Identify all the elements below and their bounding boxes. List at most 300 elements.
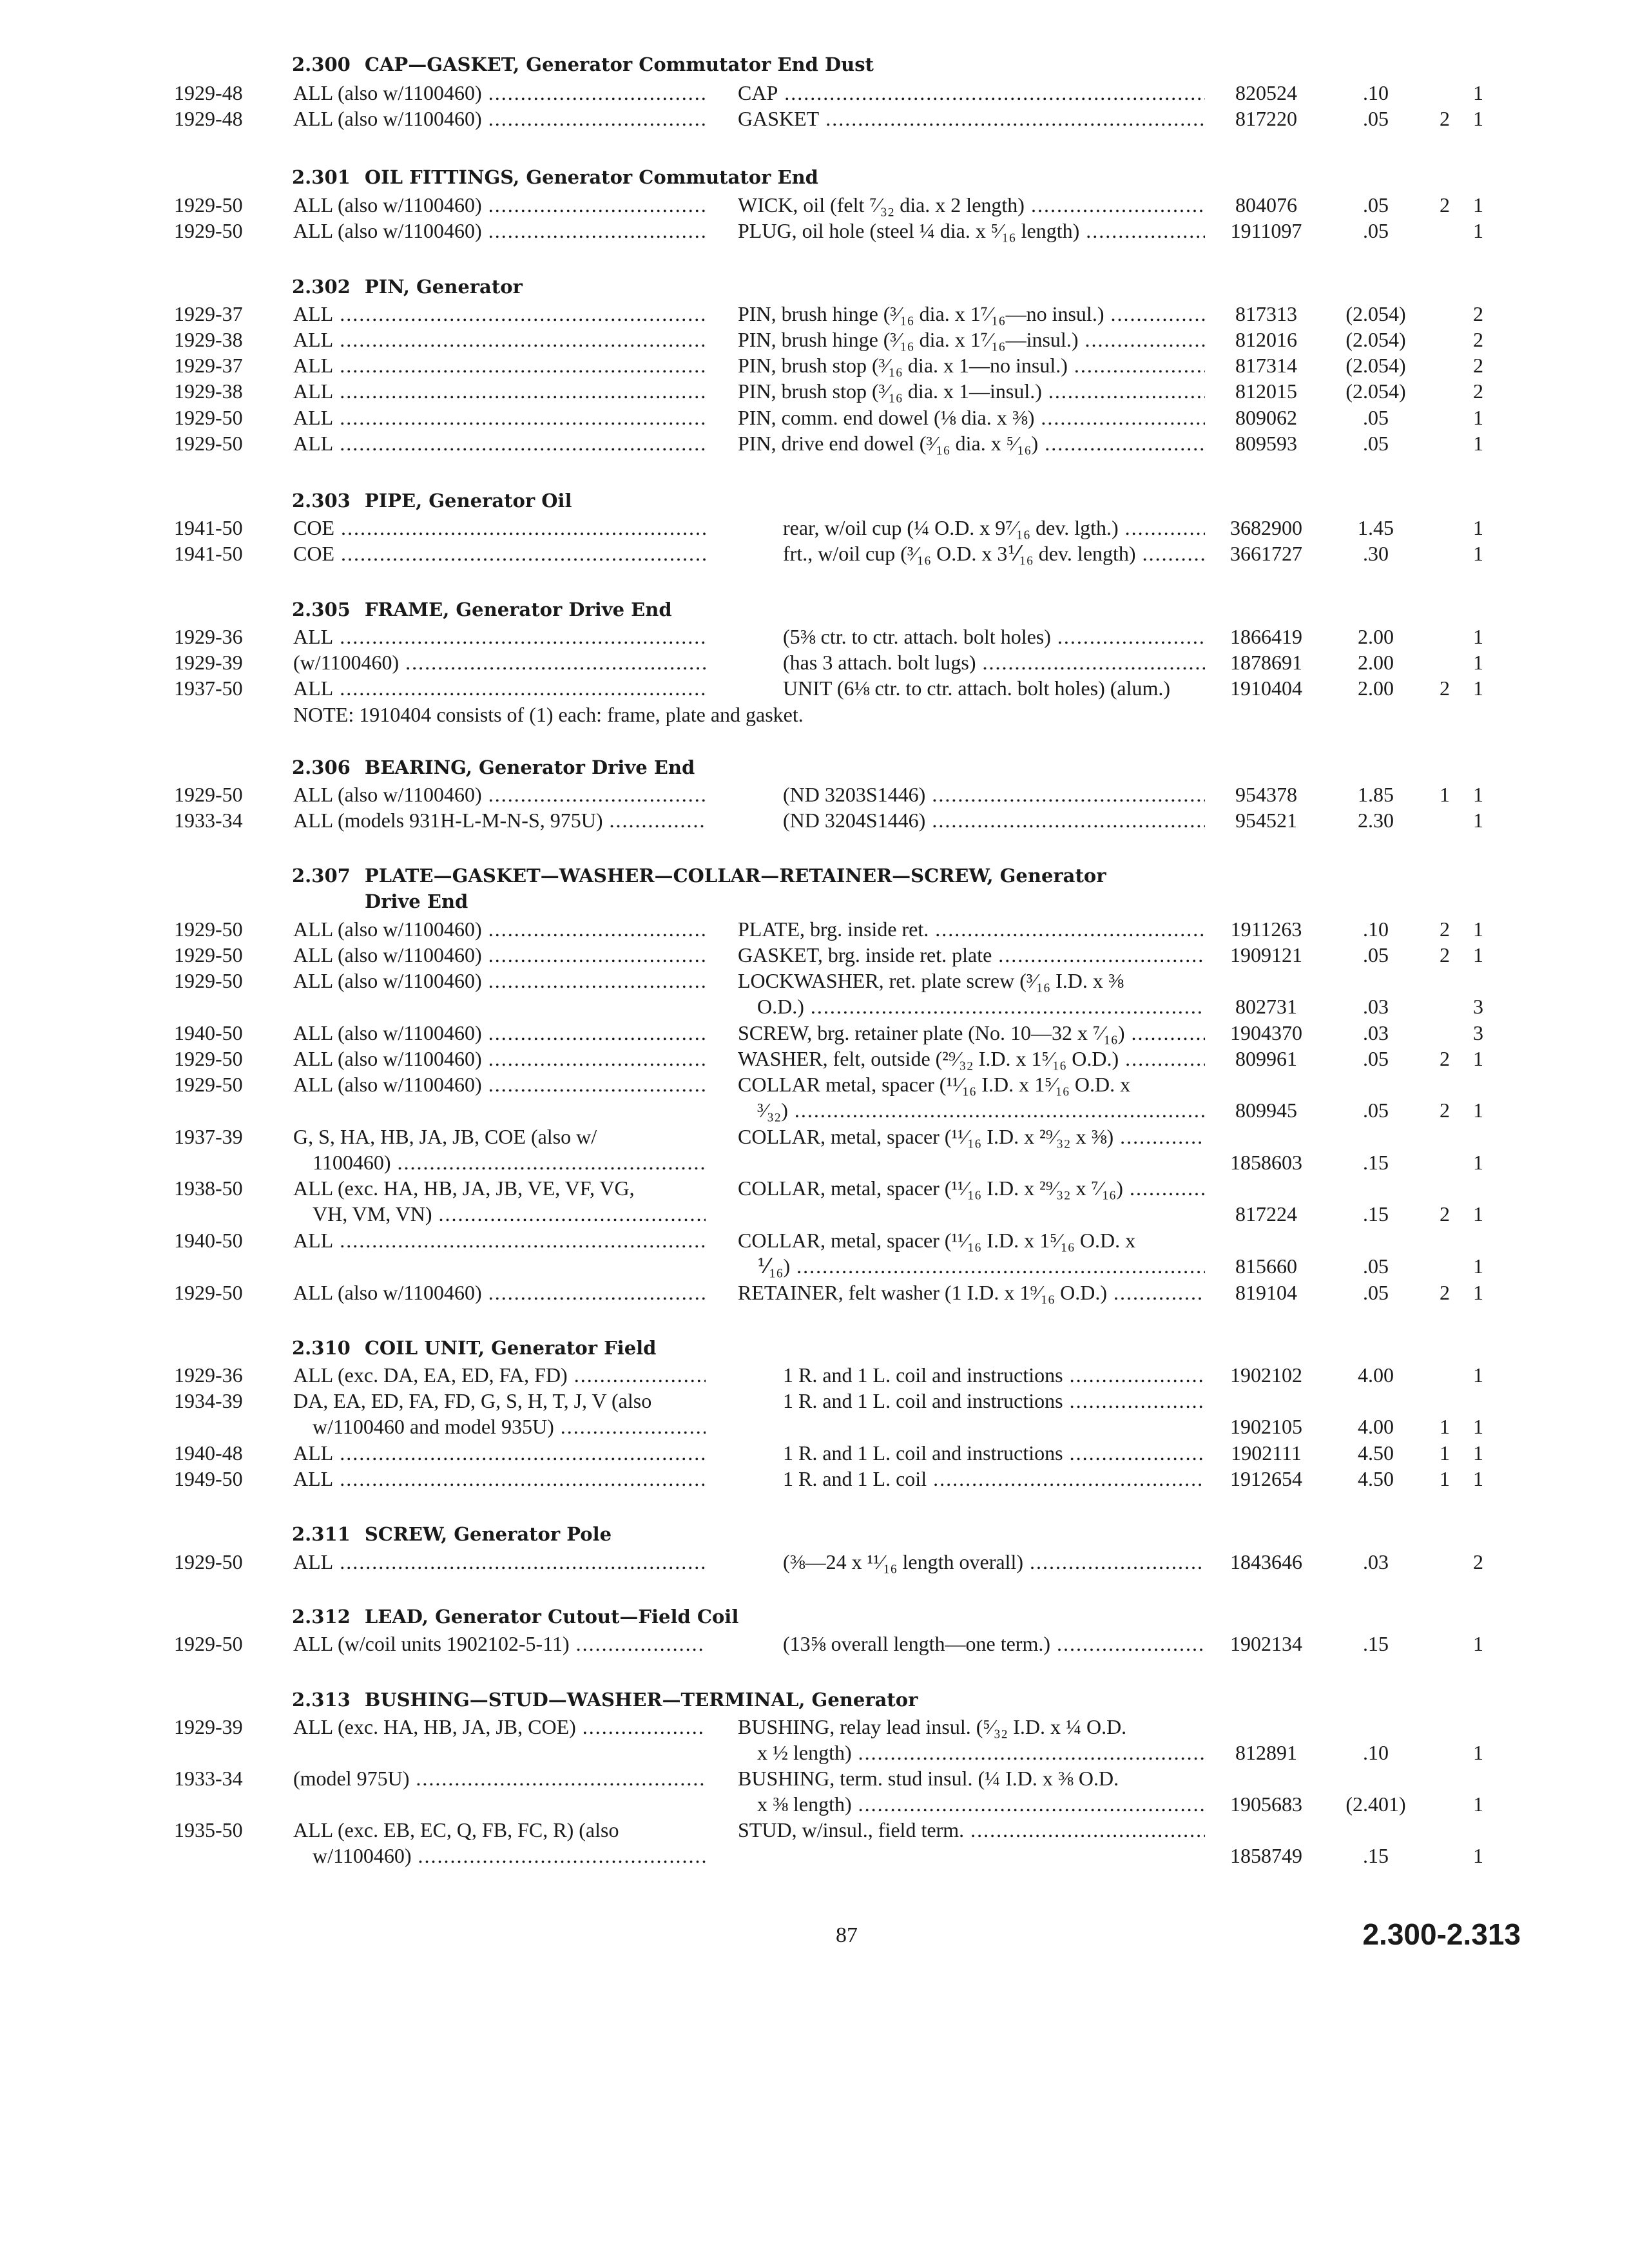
model-text: ALL (also w/1100460) ..... bbox=[293, 783, 706, 806]
price-cell: .03 bbox=[1363, 995, 1389, 1018]
model-cell bbox=[293, 1388, 706, 1439]
description-text: (ND 3203S1446) ..... bbox=[783, 783, 1205, 806]
description-text: GASKET, brg. inside ret. plate ..... bbox=[738, 943, 1205, 966]
quantity-a-cell: 2 bbox=[1440, 1202, 1450, 1225]
section-note: NOTE: 1910404 consists of (1) each: frame, plate and gasket. bbox=[293, 703, 804, 726]
price-cell: 2.00 bbox=[1358, 651, 1394, 674]
quantity-a-cell: 1 bbox=[1440, 1441, 1450, 1465]
years-cell: 1940-48 bbox=[174, 1441, 243, 1465]
model-cell bbox=[293, 1631, 706, 1657]
section-title: SCREW, Generator Pole bbox=[364, 1523, 612, 1545]
model-text-line2 bbox=[293, 1149, 706, 1175]
model-cell bbox=[293, 1466, 706, 1492]
part-number-cell: 820524 bbox=[1235, 81, 1297, 104]
part-number-cell: 1878691 bbox=[1230, 651, 1302, 674]
model-cell bbox=[293, 1280, 706, 1305]
price-cell: .05 bbox=[1363, 107, 1389, 130]
years-cell: 1937-39 bbox=[174, 1125, 243, 1148]
description-cell bbox=[738, 1714, 1205, 1765]
part-number-cell: 809945 bbox=[1235, 1099, 1297, 1122]
table-row bbox=[0, 218, 1629, 244]
description-text: STUD, w/insul., field term. ..... bbox=[738, 1818, 1205, 1841]
description-cell bbox=[738, 1046, 1205, 1072]
years-cell: 1929-50 bbox=[174, 193, 243, 216]
description-cell bbox=[738, 405, 1205, 430]
years-cell: 1929-38 bbox=[174, 328, 243, 351]
years-cell: 1940-50 bbox=[174, 1229, 243, 1252]
model-text: ALL (also w/1100460) ..... bbox=[293, 107, 706, 130]
description-text: PIN, brush stop (³⁄₁₆ dia. x 1—no insul.) ..... bbox=[738, 354, 1205, 377]
section-heading bbox=[292, 52, 1297, 77]
price-cell: (2.401) bbox=[1345, 1792, 1406, 1816]
description-line2 bbox=[738, 1253, 1205, 1279]
table-row bbox=[0, 1817, 1629, 1869]
model-text: ALL ..... bbox=[293, 380, 706, 403]
section-number: 2.302 bbox=[292, 276, 351, 298]
model-cell bbox=[293, 1549, 706, 1575]
years-cell: 1929-50 bbox=[174, 943, 243, 966]
section-title: PIN, Generator bbox=[364, 276, 523, 298]
part-number-cell: 1902105 bbox=[1230, 1415, 1302, 1438]
description-cell bbox=[738, 378, 1205, 404]
years-cell: 1929-50 bbox=[174, 1550, 243, 1573]
price-cell: .05 bbox=[1363, 406, 1389, 429]
quantity-a-cell: 2 bbox=[1440, 677, 1450, 700]
description-cell bbox=[738, 1124, 1205, 1149]
description-text: BUSHING, term. stud insul. (¼ I.D. x ⅜ O.D. bbox=[738, 1767, 1119, 1790]
description-cell bbox=[783, 807, 1205, 833]
description-text: (has 3 attach. bolt lugs) ..... bbox=[783, 651, 1205, 674]
model-text: (w/1100460) ..... bbox=[293, 651, 706, 674]
price-cell: 4.00 bbox=[1358, 1415, 1394, 1438]
table-row bbox=[0, 80, 1629, 106]
price-cell: .05 bbox=[1363, 1254, 1389, 1278]
quantity-b-cell: 1 bbox=[1473, 1281, 1483, 1304]
model-cell bbox=[293, 1817, 706, 1869]
table-row bbox=[0, 541, 1629, 566]
model-cell bbox=[293, 916, 706, 942]
part-number-cell: 809062 bbox=[1235, 406, 1297, 429]
table-row bbox=[0, 1549, 1629, 1575]
price-cell: 4.00 bbox=[1358, 1363, 1394, 1387]
price-cell: .03 bbox=[1363, 1021, 1389, 1044]
quantity-a-cell: 1 bbox=[1440, 1467, 1450, 1490]
model-text: COE ..... bbox=[293, 542, 706, 565]
model-cell bbox=[293, 1714, 706, 1740]
years-cell: 1929-36 bbox=[174, 1363, 243, 1387]
table-row bbox=[0, 378, 1629, 404]
description-cell bbox=[783, 1631, 1205, 1657]
model-text-continued: 1100460) ..... bbox=[313, 1151, 706, 1174]
model-text: ALL (also w/1100460) ..... bbox=[293, 81, 706, 104]
quantity-b-cell: 1 bbox=[1473, 516, 1483, 539]
description-cell bbox=[738, 968, 1205, 1019]
quantity-b-cell: 1 bbox=[1473, 1441, 1483, 1465]
model-text: ALL (also w/1100460) ..... bbox=[293, 1021, 706, 1044]
years-cell: 1941-50 bbox=[174, 542, 243, 565]
years-cell: 1929-50 bbox=[174, 1281, 243, 1304]
model-cell bbox=[293, 968, 706, 994]
description-text: frt., w/oil cup (³⁄₁₆ O.D. x 3⅟₁₆ dev. length) ..... bbox=[783, 542, 1205, 565]
section-title: BUSHING—STUD—WASHER—TERMINAL, Generator bbox=[364, 1689, 918, 1711]
part-number-cell: 809961 bbox=[1235, 1047, 1297, 1070]
description-text: WICK, oil (felt ⁷⁄₃₂ dia. x 2 length) ..... bbox=[738, 193, 1205, 216]
section-heading bbox=[292, 1521, 1297, 1547]
price-cell: .05 bbox=[1363, 193, 1389, 216]
price-cell: .05 bbox=[1363, 432, 1389, 455]
quantity-b-cell: 1 bbox=[1473, 1792, 1483, 1816]
description-text: PLUG, oil hole (steel ¼ dia. x ⁵⁄₁₆ length) ..... bbox=[738, 219, 1205, 242]
part-number-cell: 1858603 bbox=[1230, 1151, 1302, 1174]
price-cell: (2.054) bbox=[1345, 354, 1406, 377]
description-text: (ND 3204S1446) ..... bbox=[783, 809, 1205, 832]
description-text: PIN, drive end dowel (³⁄₁₆ dia. x ⁵⁄₁₆) ..... bbox=[738, 432, 1205, 455]
section-heading bbox=[292, 1604, 1297, 1629]
description-text: PIN, brush hinge (³⁄₁₆ dia. x 1⁷⁄₁₆—insul.) ..... bbox=[738, 328, 1205, 351]
years-cell: 1929-39 bbox=[174, 1715, 243, 1738]
description-cell bbox=[783, 1362, 1205, 1388]
years-cell: 1929-50 bbox=[174, 432, 243, 455]
years-cell: 1937-50 bbox=[174, 677, 243, 700]
section-heading bbox=[292, 1335, 1297, 1361]
part-number-cell: 1902134 bbox=[1230, 1632, 1302, 1655]
table-row bbox=[0, 968, 1629, 1019]
page-number: 87 bbox=[836, 1923, 858, 1947]
quantity-b-cell: 1 bbox=[1473, 432, 1483, 455]
price-cell: .10 bbox=[1363, 1741, 1389, 1764]
years-cell: 1929-38 bbox=[174, 380, 243, 403]
description-cell bbox=[738, 1020, 1205, 1046]
price-cell: 4.50 bbox=[1358, 1441, 1394, 1465]
part-number-cell: 812016 bbox=[1235, 328, 1297, 351]
years-cell: 1929-37 bbox=[174, 302, 243, 325]
description-text: LOCKWASHER, ret. plate screw (³⁄₁₆ I.D. x ⅜ bbox=[738, 969, 1124, 992]
section-heading bbox=[292, 274, 1297, 300]
description-text: WASHER, felt, outside (²⁹⁄₃₂ I.D. x 1⁵⁄₁₆ O.D.) ..... bbox=[738, 1047, 1205, 1070]
part-number-cell: 1910404 bbox=[1230, 677, 1302, 700]
table-row bbox=[0, 1388, 1629, 1439]
quantity-b-cell: 1 bbox=[1473, 809, 1483, 832]
quantity-a-cell: 2 bbox=[1440, 1099, 1450, 1122]
section-number: 2.305 bbox=[292, 599, 351, 620]
description-text: rear, w/oil cup (¼ O.D. x 9⁷⁄₁₆ dev. lgth.) ..... bbox=[783, 516, 1205, 539]
section-number: 2.311 bbox=[292, 1523, 351, 1545]
part-number-cell: 1904370 bbox=[1230, 1021, 1302, 1044]
description-text: COLLAR metal, spacer (¹¹⁄₁₆ I.D. x 1⁵⁄₁₆ O.D. x bbox=[738, 1073, 1131, 1096]
part-number-cell: 809593 bbox=[1235, 432, 1297, 455]
quantity-b-cell: 2 bbox=[1473, 328, 1483, 351]
quantity-a-cell: 2 bbox=[1440, 1047, 1450, 1070]
description-cell bbox=[738, 1280, 1205, 1305]
quantity-b-cell: 2 bbox=[1473, 380, 1483, 403]
model-text: ALL ..... bbox=[293, 302, 706, 325]
model-text-line2 bbox=[293, 1843, 706, 1869]
table-row bbox=[0, 352, 1629, 378]
years-cell: 1929-50 bbox=[174, 783, 243, 806]
model-text: ALL ..... bbox=[293, 328, 706, 351]
description-cell bbox=[738, 352, 1205, 378]
quantity-b-cell: 1 bbox=[1473, 81, 1483, 104]
part-number-cell: 817224 bbox=[1235, 1202, 1297, 1225]
years-cell: 1929-50 bbox=[174, 1632, 243, 1655]
page-section-range: 2.300-2.313 bbox=[1362, 1917, 1521, 1951]
table-row bbox=[0, 1227, 1629, 1279]
price-cell: .10 bbox=[1363, 81, 1389, 104]
model-text: ALL ..... bbox=[293, 1550, 706, 1573]
description-text-continued: x ⅜ length) ..... bbox=[757, 1792, 1205, 1816]
model-cell bbox=[293, 1440, 706, 1466]
description-cell bbox=[783, 1549, 1205, 1575]
description-cell bbox=[738, 916, 1205, 942]
part-number-cell: 1905683 bbox=[1230, 1792, 1302, 1816]
quantity-b-cell: 1 bbox=[1473, 1632, 1483, 1655]
section-number: 2.310 bbox=[292, 1337, 351, 1359]
description-cell bbox=[738, 1072, 1205, 1123]
model-cell bbox=[293, 327, 706, 352]
quantity-b-cell: 1 bbox=[1473, 193, 1483, 216]
description-text: (⅜—24 x ¹¹⁄₁₆ length overall) ..... bbox=[783, 1550, 1205, 1573]
years-cell: 1929-37 bbox=[174, 354, 243, 377]
table-row bbox=[0, 430, 1629, 456]
years-cell: 1929-48 bbox=[174, 81, 243, 104]
table-row bbox=[0, 1714, 1629, 1765]
part-number-cell: 817314 bbox=[1235, 354, 1297, 377]
section-number: 2.306 bbox=[292, 756, 351, 778]
model-cell bbox=[293, 1046, 706, 1072]
model-text: ALL ..... bbox=[293, 625, 706, 648]
quantity-a-cell: 1 bbox=[1440, 1415, 1450, 1438]
quantity-b-cell: 1 bbox=[1473, 783, 1483, 806]
description-line2 bbox=[738, 1791, 1205, 1817]
part-number-cell: 954378 bbox=[1235, 783, 1297, 806]
quantity-a-cell: 2 bbox=[1440, 918, 1450, 941]
section-heading bbox=[292, 488, 1297, 514]
description-text: UNIT (6⅛ ctr. to ctr. attach. bolt holes) (alum.) bbox=[783, 677, 1171, 700]
description-text: 1 R. and 1 L. coil ..... bbox=[783, 1467, 1205, 1490]
description-cell bbox=[783, 649, 1205, 675]
price-cell: .03 bbox=[1363, 1550, 1389, 1573]
description-cell bbox=[783, 782, 1205, 807]
description-line2 bbox=[738, 994, 1205, 1019]
quantity-b-cell: 1 bbox=[1473, 219, 1483, 242]
years-cell: 1929-36 bbox=[174, 625, 243, 648]
quantity-b-cell: 1 bbox=[1473, 943, 1483, 966]
model-text-continued: VH, VM, VN) ..... bbox=[313, 1202, 706, 1225]
quantity-b-cell: 1 bbox=[1473, 107, 1483, 130]
description-cell bbox=[783, 1466, 1205, 1492]
model-cell bbox=[293, 301, 706, 327]
description-text: GASKET ..... bbox=[738, 107, 1205, 130]
model-text: G, S, HA, HB, JA, JB, COE (also w/ bbox=[293, 1125, 597, 1148]
price-cell: .05 bbox=[1363, 1099, 1389, 1122]
part-number-cell: 3661727 bbox=[1230, 542, 1302, 565]
section-number: 2.301 bbox=[292, 166, 351, 188]
model-cell bbox=[293, 1072, 706, 1097]
model-text: ALL (w/coil units 1902102-5-11) ..... bbox=[293, 1632, 706, 1655]
description-text: COLLAR, metal, spacer (¹¹⁄₁₆ I.D. x 1⁵⁄₁₆ O.D. x bbox=[738, 1229, 1136, 1252]
quantity-a-cell: 2 bbox=[1440, 107, 1450, 130]
price-cell: (2.054) bbox=[1345, 302, 1406, 325]
model-text: COE ..... bbox=[293, 516, 706, 539]
model-text: ALL ..... bbox=[293, 1467, 706, 1490]
description-text-continued: ³⁄₃₂) ..... bbox=[757, 1099, 1205, 1122]
years-cell: 1934-39 bbox=[174, 1389, 243, 1412]
quantity-b-cell: 2 bbox=[1473, 354, 1483, 377]
years-cell: 1929-50 bbox=[174, 1073, 243, 1096]
model-text: ALL ..... bbox=[293, 406, 706, 429]
model-text: ALL ..... bbox=[293, 432, 706, 455]
section-title: COIL UNIT, Generator Field bbox=[364, 1337, 657, 1359]
quantity-a-cell: 2 bbox=[1440, 1281, 1450, 1304]
table-row bbox=[0, 1046, 1629, 1072]
model-text: ALL (models 931H-L-M-N-S, 975U) ..... bbox=[293, 809, 706, 832]
part-number-cell: 819104 bbox=[1235, 1281, 1297, 1304]
years-cell: 1940-50 bbox=[174, 1021, 243, 1044]
model-cell bbox=[293, 1175, 706, 1227]
model-text: ALL (exc. DA, EA, ED, FA, FD) ..... bbox=[293, 1363, 706, 1387]
quantity-b-cell: 1 bbox=[1473, 677, 1483, 700]
part-number-cell: 817313 bbox=[1235, 302, 1297, 325]
section-heading bbox=[292, 863, 1297, 914]
description-text-continued: O.D.) ..... bbox=[757, 995, 1205, 1018]
model-text: ALL (also w/1100460) ..... bbox=[293, 943, 706, 966]
quantity-b-cell: 1 bbox=[1473, 1254, 1483, 1278]
description-text: RETAINER, felt washer (1 I.D. x 1⁹⁄₁₆ O.D.) ..... bbox=[738, 1281, 1205, 1304]
quantity-b-cell: 1 bbox=[1473, 918, 1483, 941]
price-cell: 1.45 bbox=[1358, 516, 1394, 539]
description-text: COLLAR, metal, spacer (¹¹⁄₁₆ I.D. x ²⁹⁄₃₂ x ⅜) ..... bbox=[738, 1125, 1205, 1148]
description-cell bbox=[738, 942, 1205, 968]
model-text: ALL (also w/1100460) ..... bbox=[293, 918, 706, 941]
model-text: ALL ..... bbox=[293, 1441, 706, 1465]
quantity-a-cell: 1 bbox=[1440, 783, 1450, 806]
model-text: ALL (also w/1100460) ..... bbox=[293, 1073, 706, 1096]
model-text-line2 bbox=[293, 1414, 706, 1439]
model-cell bbox=[293, 1362, 706, 1388]
description-text: 1 R. and 1 L. coil and instructions ..... bbox=[783, 1441, 1205, 1465]
price-cell: .10 bbox=[1363, 918, 1389, 941]
price-cell: .15 bbox=[1363, 1632, 1389, 1655]
description-text-continued: x ½ length) ..... bbox=[757, 1741, 1205, 1764]
section-title: LEAD, Generator Cutout—Field Coil bbox=[364, 1606, 739, 1628]
description-cell bbox=[783, 675, 1205, 701]
quantity-b-cell: 1 bbox=[1473, 1151, 1483, 1174]
model-cell bbox=[293, 378, 706, 404]
model-text: ALL ..... bbox=[293, 1229, 706, 1252]
quantity-b-cell: 1 bbox=[1473, 1202, 1483, 1225]
description-cell bbox=[783, 515, 1205, 541]
price-cell: 2.00 bbox=[1358, 625, 1394, 648]
model-text: ALL ..... bbox=[293, 677, 706, 700]
years-cell: 1933-34 bbox=[174, 809, 243, 832]
table-row bbox=[0, 106, 1629, 131]
part-number-cell: 804076 bbox=[1235, 193, 1297, 216]
description-line2 bbox=[738, 1097, 1205, 1123]
model-cell bbox=[293, 218, 706, 244]
description-text: PIN, brush hinge (³⁄₁₆ dia. x 1⁷⁄₁₆—no insul.) ..... bbox=[738, 302, 1205, 325]
model-cell bbox=[293, 807, 706, 833]
description-cell bbox=[783, 624, 1205, 649]
description-text: PIN, comm. end dowel (⅛ dia. x ⅜) ..... bbox=[738, 406, 1205, 429]
section-heading bbox=[292, 164, 1297, 190]
description-text: COLLAR, metal, spacer (¹¹⁄₁₆ I.D. x ²⁹⁄₃₂ x ⁷⁄₁₆) ..... bbox=[738, 1177, 1205, 1200]
model-cell bbox=[293, 649, 706, 675]
price-cell: (2.054) bbox=[1345, 328, 1406, 351]
quantity-b-cell: 1 bbox=[1473, 1363, 1483, 1387]
part-number-cell: 1909121 bbox=[1230, 943, 1302, 966]
years-cell: 1933-34 bbox=[174, 1767, 243, 1790]
description-cell bbox=[738, 1817, 1205, 1843]
table-row bbox=[0, 807, 1629, 833]
model-cell bbox=[293, 624, 706, 649]
description-text: (13⅝ overall length—one term.) ..... bbox=[783, 1632, 1205, 1655]
description-cell bbox=[783, 1440, 1205, 1466]
price-cell: .15 bbox=[1363, 1151, 1389, 1174]
years-cell: 1929-50 bbox=[174, 1047, 243, 1070]
price-cell: 2.00 bbox=[1358, 677, 1394, 700]
part-number-cell: 1843646 bbox=[1230, 1550, 1302, 1573]
model-cell bbox=[293, 405, 706, 430]
model-text-line2 bbox=[293, 1201, 706, 1227]
table-row bbox=[0, 1280, 1629, 1305]
price-cell: .15 bbox=[1363, 1844, 1389, 1867]
model-text: ALL (also w/1100460) ..... bbox=[293, 219, 706, 242]
part-number-cell: 802731 bbox=[1235, 995, 1297, 1018]
model-text: ALL (exc. EB, EC, Q, FB, FC, R) (also bbox=[293, 1818, 619, 1841]
part-number-cell: 1911097 bbox=[1230, 219, 1302, 242]
part-number-cell: 815660 bbox=[1235, 1254, 1297, 1278]
section-title: CAP—GASKET, Generator Commutator End Dust bbox=[364, 53, 874, 75]
quantity-b-cell: 1 bbox=[1473, 1741, 1483, 1764]
description-text: PLATE, brg. inside ret. ..... bbox=[738, 918, 1205, 941]
section-title: OIL FITTINGS, Generator Commutator End bbox=[364, 166, 818, 188]
model-cell bbox=[293, 430, 706, 456]
quantity-a-cell: 2 bbox=[1440, 943, 1450, 966]
section-title: PIPE, Generator Oil bbox=[364, 490, 572, 512]
description-text: SCREW, brg. retainer plate (No. 10—32 x ⁷⁄₁₆) ..... bbox=[738, 1021, 1205, 1044]
model-text: ALL (exc. HA, HB, JA, JB, VE, VF, VG, bbox=[293, 1177, 635, 1200]
part-number-cell: 1858749 bbox=[1230, 1844, 1302, 1867]
table-row bbox=[0, 916, 1629, 942]
section-number: 2.300 bbox=[292, 53, 351, 75]
table-row bbox=[0, 192, 1629, 218]
model-text-continued: w/1100460) ..... bbox=[313, 1844, 706, 1867]
section-number: 2.307 bbox=[292, 865, 351, 887]
section-title: FRAME, Generator Drive End bbox=[364, 599, 672, 620]
description-text-continued: ⅟₁₆) ..... bbox=[757, 1254, 1205, 1278]
price-cell: .05 bbox=[1363, 943, 1389, 966]
table-row bbox=[0, 1466, 1629, 1492]
section-number: 2.313 bbox=[292, 1689, 351, 1711]
price-cell: .05 bbox=[1363, 219, 1389, 242]
years-cell: 1929-50 bbox=[174, 969, 243, 992]
description-text: PIN, brush stop (³⁄₁₆ dia. x 1—insul.) ..... bbox=[738, 380, 1205, 403]
years-cell: 1929-48 bbox=[174, 107, 243, 130]
quantity-b-cell: 1 bbox=[1473, 1844, 1483, 1867]
description-cell bbox=[738, 430, 1205, 456]
description-cell bbox=[738, 218, 1205, 244]
years-cell: 1929-50 bbox=[174, 918, 243, 941]
quantity-b-cell: 1 bbox=[1473, 1415, 1483, 1438]
part-number-cell: 1866419 bbox=[1230, 625, 1302, 648]
table-row bbox=[0, 675, 1629, 701]
price-cell: .15 bbox=[1363, 1202, 1389, 1225]
part-number-cell: 1902111 bbox=[1231, 1441, 1302, 1465]
quantity-b-cell: 1 bbox=[1473, 542, 1483, 565]
table-row bbox=[0, 1124, 1629, 1175]
model-cell bbox=[293, 515, 706, 541]
section-title: BEARING, Generator Drive End bbox=[364, 756, 695, 778]
